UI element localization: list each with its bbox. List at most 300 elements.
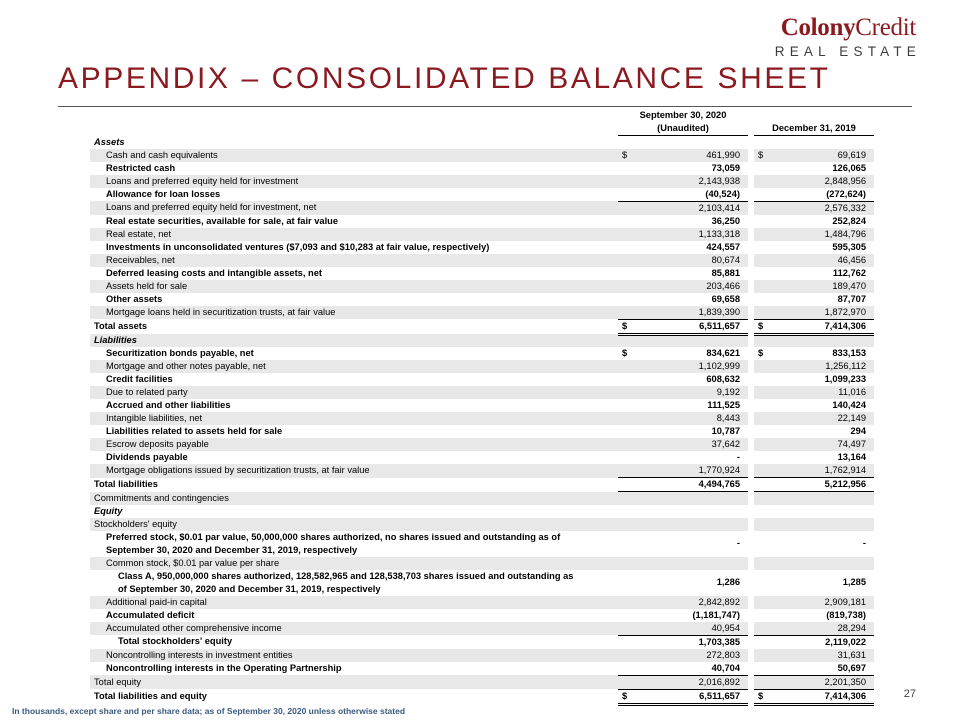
value-sep-2020 xyxy=(618,188,748,202)
cell-value: 2,842,892 xyxy=(698,596,740,607)
row-label-text: Liabilities xyxy=(94,335,137,345)
cell-value: 74,497 xyxy=(837,439,866,449)
logo-subtitle: REAL ESTATE xyxy=(774,44,921,59)
row-label-text: Accumulated deficit xyxy=(106,609,195,620)
cell-value: 1,839,390 xyxy=(698,306,740,317)
cell-value: 112,762 xyxy=(832,267,866,278)
value-dec-2019 xyxy=(754,662,874,676)
value-sep-2020 xyxy=(618,254,748,267)
row-label-text: Assets xyxy=(94,136,125,147)
table-row xyxy=(90,399,874,412)
row-label xyxy=(90,175,618,188)
cell-value: 1,285 xyxy=(842,577,866,587)
cell-value: 1,133,318 xyxy=(698,228,740,239)
value-dec-2019 xyxy=(754,622,874,636)
value-sep-2020 xyxy=(618,399,748,412)
value-dec-2019 xyxy=(754,373,874,386)
row-label xyxy=(90,228,618,241)
value-sep-2020 xyxy=(618,215,748,228)
cell-value: 833,153 xyxy=(832,348,866,358)
cell-value: 140,424 xyxy=(832,400,866,410)
row-label xyxy=(90,635,618,649)
company-logo xyxy=(774,14,921,59)
row-label xyxy=(90,201,618,215)
row-label xyxy=(90,505,618,518)
currency-symbol: $ xyxy=(758,690,764,701)
value-sep-2020 xyxy=(618,306,748,320)
value-dec-2019 xyxy=(754,635,874,649)
row-label xyxy=(90,215,618,228)
header-row-2 xyxy=(90,122,874,136)
row-label-text-line2: September 30, 2020 and December 31, 2019, respectively xyxy=(106,544,358,555)
value-dec-2019 xyxy=(754,505,874,518)
row-label-text: Allowance for loan losses xyxy=(106,188,221,199)
row-label-text: Securitization bonds payable, net xyxy=(106,348,254,358)
value-sep-2020 xyxy=(618,478,748,492)
page-title: APPENDIX – CONSOLIDATED BALANCE SHEET xyxy=(58,62,831,95)
table-row xyxy=(90,531,874,557)
row-label xyxy=(90,188,618,202)
row-label-text: Total liabilities xyxy=(94,479,158,489)
table-row xyxy=(90,557,874,570)
row-label xyxy=(90,478,618,492)
value-dec-2019 xyxy=(754,609,874,622)
row-label-text: Other assets xyxy=(106,293,163,304)
cell-value: 461,990 xyxy=(706,149,740,160)
table-row xyxy=(90,215,874,228)
logo-wordmark xyxy=(775,14,916,42)
currency-symbol: $ xyxy=(622,320,628,331)
cell-value: 2,909,181 xyxy=(824,596,866,607)
row-label xyxy=(90,622,618,636)
value-dec-2019 xyxy=(754,201,874,215)
row-label-text: Noncontrolling interests in the Operating Partnership xyxy=(106,662,342,673)
page-number: 27 xyxy=(903,688,916,700)
cell-value: 69,658 xyxy=(711,293,740,304)
cell-value: 1,286 xyxy=(716,577,740,587)
row-label xyxy=(90,241,618,254)
table-row xyxy=(90,201,874,215)
cell-value: 73,059 xyxy=(711,162,740,173)
cell-value: 10,787 xyxy=(711,426,740,436)
cell-value: (1,181,747) xyxy=(692,609,740,620)
value-sep-2020 xyxy=(618,136,748,149)
cell-value: 2,576,332 xyxy=(824,202,866,213)
cell-value: 2,848,956 xyxy=(824,175,866,186)
row-label-text: Intangible liabilities, net xyxy=(106,413,203,423)
row-label xyxy=(90,609,618,622)
table-row xyxy=(90,412,874,425)
cell-value: 8,443 xyxy=(716,413,740,423)
table-row xyxy=(90,609,874,622)
value-sep-2020 xyxy=(618,438,748,451)
cell-value: 11,016 xyxy=(838,387,866,397)
cell-value: 1,703,385 xyxy=(698,636,740,647)
cell-value: 1,770,924 xyxy=(698,465,740,475)
value-dec-2019 xyxy=(754,386,874,399)
value-dec-2019 xyxy=(754,241,874,254)
table-row xyxy=(90,451,874,464)
row-label-text: Assets held for sale xyxy=(106,280,188,291)
row-label-text: Liabilities related to assets held for sale xyxy=(106,426,283,436)
cell-value: 2,016,892 xyxy=(698,676,740,687)
value-sep-2020 xyxy=(618,319,748,334)
row-label-text: Deferred leasing costs and intangible assets, net xyxy=(106,267,322,278)
row-label xyxy=(90,412,618,425)
row-label-text: Class A, 950,000,000 shares authorized, 128,582,965 and 128,538,703 shares issued and outstanding as xyxy=(118,570,574,581)
value-sep-2020 xyxy=(618,360,748,373)
cell-value: 13,164 xyxy=(837,452,866,462)
value-dec-2019 xyxy=(754,689,874,704)
row-label xyxy=(90,557,618,570)
table-row xyxy=(90,492,874,505)
row-label xyxy=(90,649,618,662)
value-sep-2020 xyxy=(618,228,748,241)
table-row xyxy=(90,386,874,399)
value-dec-2019 xyxy=(754,675,874,689)
cell-value: - xyxy=(736,538,740,548)
value-dec-2019 xyxy=(754,531,874,557)
cell-value: 2,143,938 xyxy=(698,175,740,186)
currency-symbol: $ xyxy=(758,348,764,358)
value-sep-2020 xyxy=(618,334,748,347)
value-sep-2020 xyxy=(618,596,748,609)
value-sep-2020 xyxy=(618,492,748,505)
value-sep-2020 xyxy=(618,201,748,215)
value-sep-2020 xyxy=(618,622,748,636)
row-label-text: Additional paid-in capital xyxy=(106,596,207,607)
cell-value: 9,192 xyxy=(716,387,740,397)
value-dec-2019 xyxy=(754,649,874,662)
cell-value: 1,256,112 xyxy=(825,361,866,371)
balance-sheet-table xyxy=(90,109,874,706)
cell-value: 203,466 xyxy=(706,280,740,291)
value-dec-2019 xyxy=(754,557,874,570)
cell-value: 608,632 xyxy=(706,374,740,384)
value-dec-2019 xyxy=(754,347,874,360)
table-row xyxy=(90,360,874,373)
row-label xyxy=(90,531,618,557)
value-dec-2019 xyxy=(754,425,874,438)
row-label-text: Due to related party xyxy=(106,387,188,397)
value-dec-2019 xyxy=(754,438,874,451)
row-label-text: Loans and preferred equity held for investment, net xyxy=(106,202,317,213)
row-label xyxy=(90,306,618,320)
cell-value: 2,119,022 xyxy=(825,636,866,647)
currency-symbol: $ xyxy=(622,348,628,358)
cell-value: 69,619 xyxy=(837,149,866,160)
row-label-text: Total stockholders' equity xyxy=(118,636,233,647)
table-row xyxy=(90,596,874,609)
value-sep-2020 xyxy=(618,649,748,662)
value-sep-2020 xyxy=(618,293,748,306)
cell-value: 126,065 xyxy=(832,162,866,173)
row-label-text: Cash and cash equivalents xyxy=(106,149,218,160)
cell-value: 5,212,956 xyxy=(824,479,866,489)
cell-value: 2,201,350 xyxy=(824,676,866,687)
value-sep-2020 xyxy=(618,689,748,704)
value-sep-2020 xyxy=(618,451,748,464)
value-dec-2019 xyxy=(754,162,874,175)
row-label xyxy=(90,254,618,267)
table-row xyxy=(90,649,874,662)
row-label xyxy=(90,425,618,438)
logo-part2: Credit xyxy=(855,14,916,41)
cell-value: 1,099,233 xyxy=(824,374,866,384)
row-label xyxy=(90,438,618,451)
row-label xyxy=(90,386,618,399)
value-dec-2019 xyxy=(754,412,874,425)
table-row xyxy=(90,188,874,202)
row-label-text: Mortgage and other notes payable, net xyxy=(106,361,266,371)
cell-value: 1,102,999 xyxy=(698,361,740,371)
col1-header-date: September 30, 2020 xyxy=(639,110,727,120)
cell-value: 2,103,414 xyxy=(698,202,740,213)
cell-value: 85,881 xyxy=(711,267,740,278)
cell-value: 1,484,796 xyxy=(824,228,866,239)
cell-value: 50,697 xyxy=(837,662,866,673)
cell-value: 80,674 xyxy=(711,254,740,265)
value-dec-2019 xyxy=(754,451,874,464)
row-label xyxy=(90,464,618,478)
row-label-text: Total equity xyxy=(94,676,142,687)
value-dec-2019 xyxy=(754,570,874,596)
cell-value: 87,707 xyxy=(837,293,866,304)
row-label-text: Real estate, net xyxy=(106,228,172,239)
table-row xyxy=(90,505,874,518)
row-label-text: Accumulated other comprehensive income xyxy=(106,622,282,633)
row-label xyxy=(90,373,618,386)
row-label-text: Stockholders' equity xyxy=(94,518,177,529)
row-label-text: Mortgage obligations issued by securitization trusts, at fair value xyxy=(106,465,370,476)
row-label-text: Loans and preferred equity held for investment xyxy=(106,175,299,186)
row-label xyxy=(90,518,618,531)
table-row xyxy=(90,280,874,293)
row-label xyxy=(90,596,618,609)
value-sep-2020 xyxy=(618,518,748,531)
row-label-text: Dividends payable xyxy=(106,452,188,462)
table-row xyxy=(90,347,874,360)
row-label-text: Total liabilities and equity xyxy=(94,691,207,701)
value-dec-2019 xyxy=(754,254,874,267)
row-label xyxy=(90,347,618,360)
cell-value: 40,954 xyxy=(711,622,740,633)
value-dec-2019 xyxy=(754,360,874,373)
col1-header-unaudited: (Unaudited) xyxy=(618,122,748,136)
cell-value: 272,803 xyxy=(706,649,740,660)
currency-symbol: $ xyxy=(622,149,628,160)
row-label-text: Noncontrolling interests in investment entities xyxy=(106,649,293,660)
row-label xyxy=(90,492,618,505)
table-row xyxy=(90,425,874,438)
row-label xyxy=(90,675,618,689)
cell-value: 6,511,657 xyxy=(699,690,740,701)
header-row-1 xyxy=(90,109,874,122)
cell-value: 4,494,765 xyxy=(698,479,740,489)
value-sep-2020 xyxy=(618,425,748,438)
cell-value: 46,456 xyxy=(837,254,866,265)
row-label xyxy=(90,360,618,373)
table-row xyxy=(90,254,874,267)
value-sep-2020 xyxy=(618,373,748,386)
value-sep-2020 xyxy=(618,386,748,399)
currency-symbol: $ xyxy=(622,690,628,701)
table-row xyxy=(90,241,874,254)
cell-value: 37,642 xyxy=(711,439,740,449)
value-sep-2020 xyxy=(618,267,748,280)
currency-symbol: $ xyxy=(758,149,764,160)
value-dec-2019 xyxy=(754,518,874,531)
logo-part1: Colony xyxy=(780,14,856,41)
table-row xyxy=(90,689,874,704)
cell-value: 1,872,970 xyxy=(824,306,866,317)
row-label-text: Receivables, net xyxy=(106,254,175,265)
row-label-text: Restricted cash xyxy=(106,162,176,173)
table-row xyxy=(90,464,874,478)
value-dec-2019 xyxy=(754,293,874,306)
cell-value: (819,738) xyxy=(826,609,866,620)
cell-value: 834,621 xyxy=(706,348,740,358)
value-dec-2019 xyxy=(754,215,874,228)
value-dec-2019 xyxy=(754,228,874,241)
table-row xyxy=(90,635,874,649)
row-label-text: Mortgage loans held in securitization trusts, at fair value xyxy=(106,306,336,317)
table-row xyxy=(90,438,874,451)
value-dec-2019 xyxy=(754,306,874,320)
value-dec-2019 xyxy=(754,478,874,492)
row-label-text: Investments in unconsolidated ventures ($7,093 and $10,283 at fair value, respectively) xyxy=(106,241,490,252)
row-label-text: Total assets xyxy=(94,321,148,331)
cell-value: 31,631 xyxy=(837,649,866,660)
value-dec-2019 xyxy=(754,319,874,334)
value-dec-2019 xyxy=(754,188,874,202)
table-row xyxy=(90,319,874,334)
value-sep-2020 xyxy=(618,280,748,293)
value-sep-2020 xyxy=(618,412,748,425)
value-sep-2020 xyxy=(618,149,748,162)
cell-value: 424,557 xyxy=(706,241,740,252)
table-row xyxy=(90,570,874,596)
row-label-text: Preferred stock, $0.01 par value, 50,000,000 shares authorized, no shares issued and outstanding as of xyxy=(106,531,561,542)
cell-value: 7,414,306 xyxy=(824,690,866,701)
table-row xyxy=(90,136,874,149)
value-dec-2019 xyxy=(754,492,874,505)
cell-value: 294 xyxy=(850,426,866,436)
table-row xyxy=(90,228,874,241)
value-dec-2019 xyxy=(754,149,874,162)
value-sep-2020 xyxy=(618,662,748,676)
value-sep-2020 xyxy=(618,531,748,557)
row-label xyxy=(90,319,618,334)
cell-value: 595,305 xyxy=(832,241,866,252)
cell-value: 22,149 xyxy=(837,413,866,423)
value-dec-2019 xyxy=(754,175,874,188)
row-label-text: Accrued and other liabilities xyxy=(106,400,231,410)
row-label xyxy=(90,280,618,293)
row-label-text: Commitments and contingencies xyxy=(94,492,229,503)
value-sep-2020 xyxy=(618,635,748,649)
table-row xyxy=(90,662,874,676)
table-row xyxy=(90,622,874,636)
balance-sheet xyxy=(90,109,874,706)
cell-value: 7,414,306 xyxy=(824,320,866,331)
table-row xyxy=(90,675,874,689)
table-row xyxy=(90,162,874,175)
row-label-text: Common stock, $0.01 par value per share xyxy=(106,557,280,568)
cell-value: 252,824 xyxy=(832,215,866,226)
currency-symbol: $ xyxy=(758,320,764,331)
title-rule xyxy=(58,106,912,107)
value-dec-2019 xyxy=(754,464,874,478)
row-label-text: Equity xyxy=(94,505,123,516)
value-sep-2020 xyxy=(618,175,748,188)
cell-value: - xyxy=(862,538,866,548)
value-sep-2020 xyxy=(618,241,748,254)
value-dec-2019 xyxy=(754,596,874,609)
row-label xyxy=(90,162,618,175)
table-row xyxy=(90,334,874,347)
value-sep-2020 xyxy=(618,347,748,360)
cell-value: (40,524) xyxy=(705,188,740,199)
row-label-text: Real estate securities, available for sale, at fair value xyxy=(106,215,339,226)
value-sep-2020 xyxy=(618,162,748,175)
cell-value: - xyxy=(736,452,740,462)
cell-value: 6,511,657 xyxy=(699,320,740,331)
table-row xyxy=(90,149,874,162)
value-sep-2020 xyxy=(618,570,748,596)
value-sep-2020 xyxy=(618,675,748,689)
row-label-text: Escrow deposits payable xyxy=(106,439,209,449)
row-label xyxy=(90,399,618,412)
row-label xyxy=(90,149,618,162)
table-row xyxy=(90,293,874,306)
cell-value: 28,294 xyxy=(837,622,866,633)
table-row xyxy=(90,373,874,386)
value-dec-2019 xyxy=(754,136,874,149)
cell-value: 1,762,914 xyxy=(824,465,866,475)
value-dec-2019 xyxy=(754,399,874,412)
row-label xyxy=(90,267,618,280)
value-sep-2020 xyxy=(618,505,748,518)
table-row xyxy=(90,267,874,280)
cell-value: (272,624) xyxy=(826,188,866,199)
value-dec-2019 xyxy=(754,280,874,293)
footnote: In thousands, except share and per share data; as of September 30, 2020 unless otherwise stated xyxy=(12,706,406,716)
value-sep-2020 xyxy=(618,609,748,622)
row-label xyxy=(90,689,618,704)
cell-value: 189,470 xyxy=(832,280,866,291)
table-row xyxy=(90,518,874,531)
row-label xyxy=(90,662,618,676)
value-sep-2020 xyxy=(618,557,748,570)
cell-value: 111,525 xyxy=(707,400,740,410)
col2-header-date: December 31, 2019 xyxy=(754,122,874,136)
value-dec-2019 xyxy=(754,334,874,347)
row-label xyxy=(90,570,618,596)
table-row xyxy=(90,306,874,320)
row-label-text-line2: of September 30, 2020 and December 31, 2019, respectively xyxy=(118,583,381,594)
row-label-text: Credit facilities xyxy=(106,374,173,384)
row-label xyxy=(90,136,618,149)
row-label xyxy=(90,293,618,306)
table-row xyxy=(90,175,874,188)
row-label xyxy=(90,334,618,347)
value-dec-2019 xyxy=(754,267,874,280)
table-row xyxy=(90,478,874,492)
cell-value: 40,704 xyxy=(711,662,740,673)
value-sep-2020 xyxy=(618,464,748,478)
cell-value: 36,250 xyxy=(711,215,740,226)
